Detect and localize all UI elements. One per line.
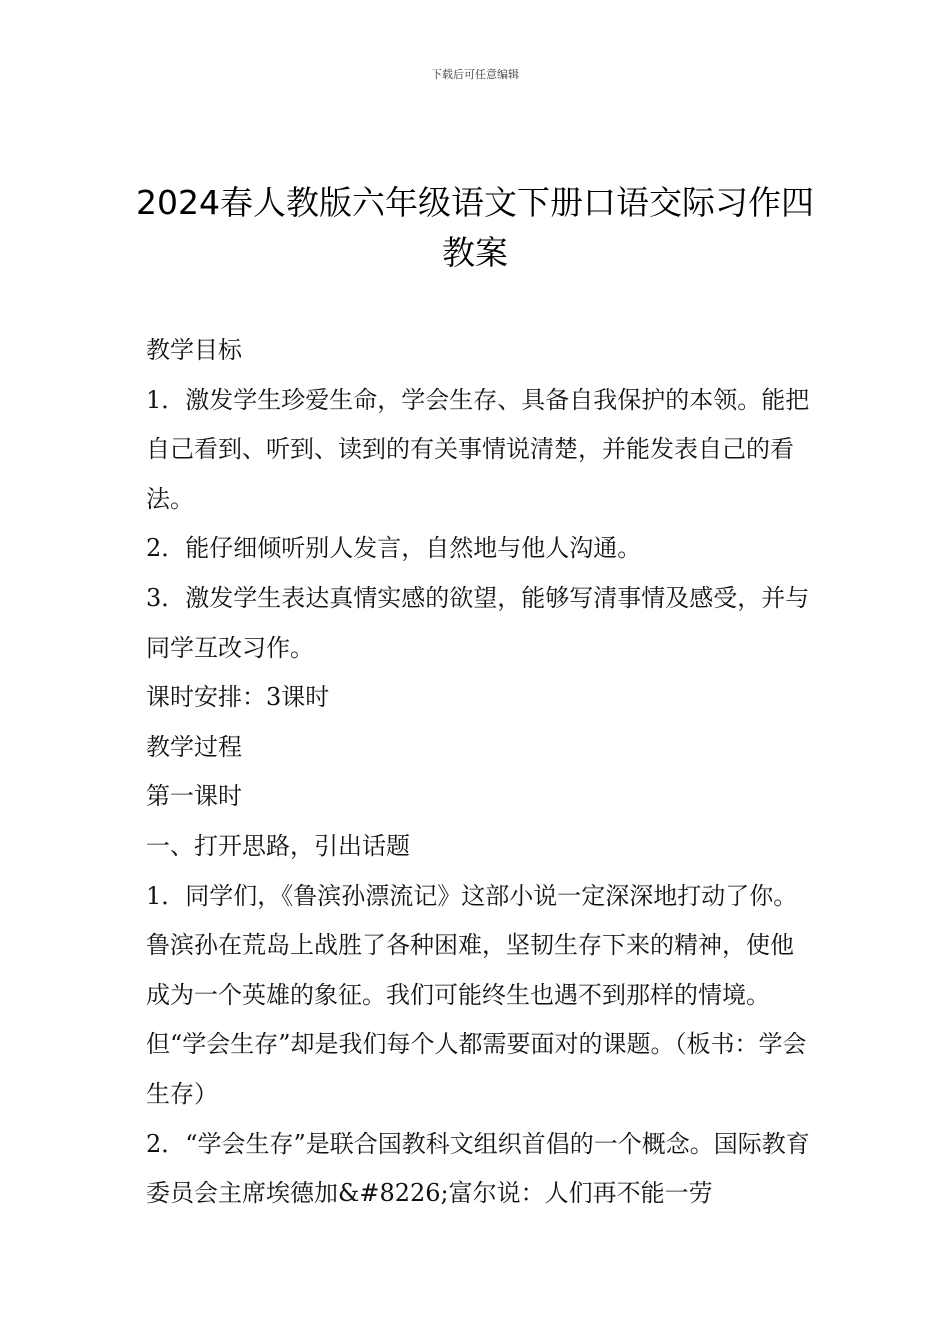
paragraph-step-1: 1．同学们，《鲁滨孙漂流记》这部小说一定深深地打动了你。鲁滨孙在荒岛上战胜了各种困难，坚韧生存下来的精神，使他成为一个英雄的象征。我们可能终生也遇不到那样的情境。但“学会生存”却是我们每个人都需要面对的课题。（板书：学会生存） xyxy=(146,881,807,1108)
header-note: 下载后可任意编辑 xyxy=(431,68,519,81)
document-title: 2024春人教版六年级语文下册口语交际习作四教案 xyxy=(136,183,814,272)
paragraph-teaching-goals-heading: 教学目标 xyxy=(146,336,242,364)
paragraph-goal-1: 1．激发学生珍爱生命，学会生存、具备自我保护的本领。能把自己看到、听到、读到的有关事情说清楚，并能发表自己的看法。 xyxy=(146,385,810,513)
paragraph-step-2: 2．“学会生存”是联合国教科文组织首倡的一个概念。国际教育委员会主席埃德加&#8226;富尔说：人们再不能一劳 xyxy=(146,1129,810,1208)
paragraph-goal-2: 2．能仔细倾听别人发言，自然地与他人沟通。 xyxy=(146,534,642,563)
paragraph-section-one: 一、打开思路，引出话题 xyxy=(146,831,410,860)
paragraph-schedule: 课时安排：3课时 xyxy=(146,683,330,712)
paragraph-process-heading: 教学过程 xyxy=(146,732,242,761)
paragraph-lesson-one: 第一课时 xyxy=(146,782,242,811)
document-body xyxy=(146,326,810,1219)
paragraph-goal-3: 3．激发学生表达真情实感的欲望，能够写清事情及感受，并与同学互改习作。 xyxy=(146,583,810,662)
